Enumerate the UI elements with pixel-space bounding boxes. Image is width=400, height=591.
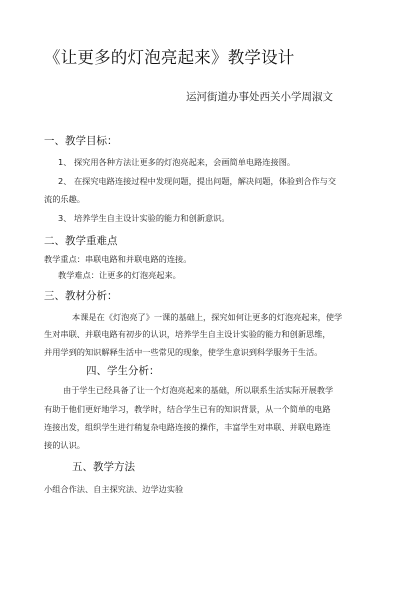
section-analysis-heading: 三、教材分析：	[44, 290, 118, 302]
section-keypoints-heading: 二、教学重难点	[44, 235, 118, 247]
key-point: 教学重点：串联电路和并联电路的连接。	[44, 254, 192, 264]
students-line-1: 由于学生已经具备了让一个灯泡亮起来的基础，所以联系生活实际开展教学	[63, 385, 334, 395]
goal-3: 3、 培养学生自主设计实验的能力和创新意识。	[58, 213, 230, 223]
students-line-4: 接的认识。	[44, 440, 85, 450]
goal-2-line-1: 2、 在探究电路连接过程中发现问题，提出问题，解决问题，体验到合作与交	[58, 176, 337, 186]
analysis-line-1: 本课是在《灯泡亮了》一课的基础上，探究如何让更多的灯泡亮起来，使学	[72, 312, 343, 322]
goal-2-line-2: 流的乐趣。	[44, 194, 85, 204]
section-methods-heading: 五、教学方法	[72, 461, 135, 473]
document-title: 《让更多的灯泡亮起来》教学设计	[44, 48, 295, 67]
analysis-line-3: 并用学到的知识解释生活中一些常见的现象，使学生意识到科学服务于生活。	[44, 347, 323, 357]
document-author: 运河街道办事处西关小学周淑文	[186, 91, 333, 103]
section-goals-heading: 一、教学目标：	[44, 135, 118, 147]
analysis-line-2: 生对串联、并联电路有初步的认识，培养学生自主设计实验的能力和创新思维，	[44, 329, 331, 339]
section-students-heading: 四、学生分析：	[86, 365, 160, 377]
goal-1: 1、 探究用各种方法让更多的灯泡亮起来，会画简单电路连接图。	[58, 157, 296, 167]
difficult-point: 教学难点：让更多的灯泡亮起来。	[58, 270, 181, 280]
methods-text: 小组合作法、自主探究法、边学边实验	[44, 484, 184, 494]
students-line-3: 连接出发，组织学生进行稍复杂电路连接的操作，丰富学生对串联、并联电路连	[44, 422, 331, 432]
students-line-2: 有助于他们更好地学习，教学时，结合学生已有的知识背景，从一个简单的电路	[44, 404, 331, 414]
